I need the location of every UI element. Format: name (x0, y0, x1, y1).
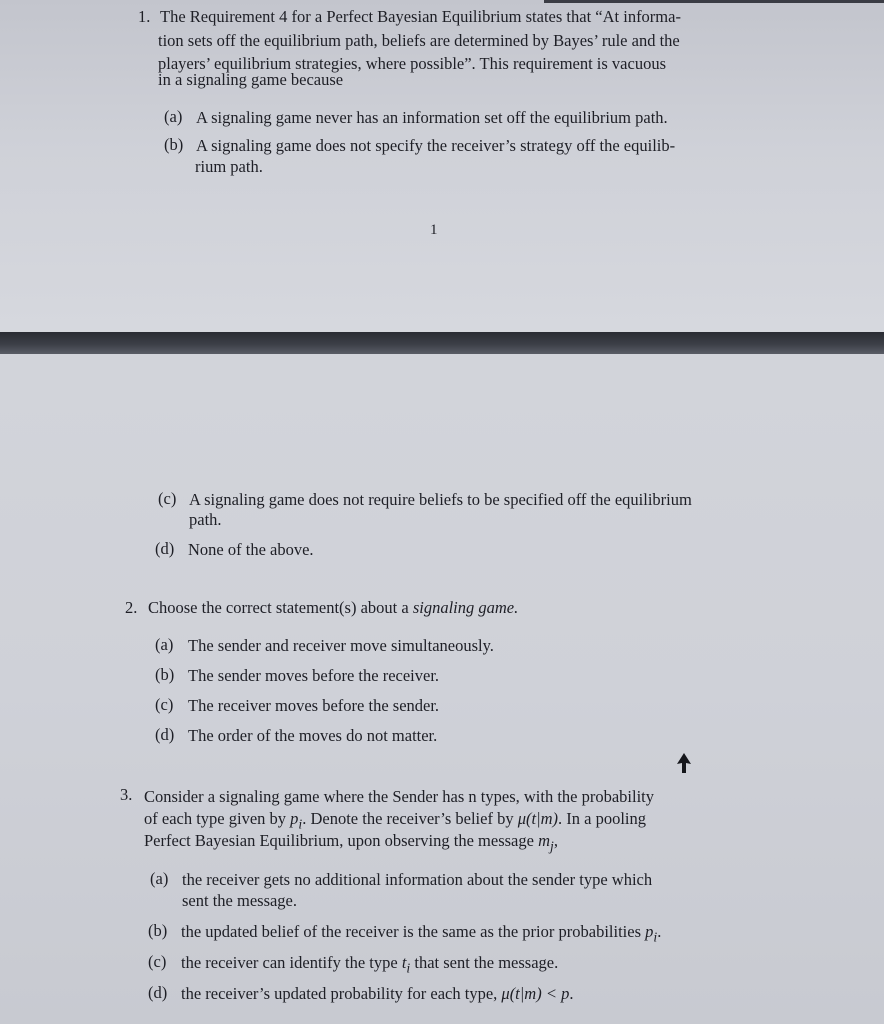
question-2-option-c-text: The receiver moves before the sender. (188, 696, 440, 715)
question-2-option-b-label: (b) (155, 665, 175, 684)
question-3-line-1: Consider a signaling game where the Sender has n types, with the probability (144, 787, 655, 806)
question-3-option-c-label: (c) (148, 952, 167, 971)
question-1-option-d-label: (d) (155, 539, 175, 558)
question-1-option-c-line-2: path. (189, 510, 222, 529)
question-2-option-a-label: (a) (155, 635, 174, 654)
question-3-option-b-end: . (657, 922, 662, 941)
question-3-line-2-suffix: . In a pooling (558, 809, 647, 828)
question-3-option-c-sub: i (406, 960, 411, 976)
question-3-option-d-end: . (569, 984, 574, 1003)
question-1-option-b-line-2: rium path. (195, 157, 263, 176)
question-3-option-d-prefix: the receiver’s updated probability for each type, (181, 984, 502, 1003)
page-number: 1 (430, 222, 438, 238)
question-1-option-a-label: (a) (164, 107, 183, 126)
question-3-line-2-prefix: of each type given by (144, 809, 291, 828)
question-2-option-d-text: The order of the moves do not matter. (188, 726, 438, 745)
question-1-option-d-text: None of the above. (188, 540, 314, 559)
question-3-line-3-prefix: Perfect Bayesian Equilibrium, upon observing the message (144, 831, 539, 850)
question-3-option-b-p: p (645, 922, 654, 941)
question-2-option-c-label: (c) (155, 695, 174, 714)
page-edge (544, 0, 884, 3)
question-3-option-d-label: (d) (148, 983, 168, 1002)
question-1-line-3: players’ equilibrium strategies, where possible”. This requirement is vacuous (158, 54, 667, 73)
question-3-option-d-text (181, 983, 573, 1005)
page-divider (0, 332, 884, 354)
question-1-option-b-line-1: A signaling game does not specify the receiver’s strategy off the equilib- (196, 136, 676, 155)
question-1-line-2: tion sets off the equilibrium path, beliefs are determined by Bayes’ rule and the (158, 31, 680, 50)
question-2-number: 2. (125, 598, 138, 617)
question-1-option-a-text: A signaling game never has an information set off the equilibrium path. (196, 108, 668, 127)
belief-expression: μ(t|m) (517, 809, 559, 828)
question-3-line-2-mid: . Denote the receiver’s belief by (302, 809, 518, 828)
question-3-option-b-main: the updated belief of the receiver is the same as the prior probabilities (181, 922, 646, 941)
question-3-option-c-prefix: the receiver can identify the type (181, 953, 402, 972)
question-3-line-3 (144, 830, 558, 857)
prior-p: p (290, 809, 299, 828)
question-3-option-b-text (181, 921, 661, 948)
question-2-option-b-text: The sender moves before the receiver. (188, 666, 440, 685)
question-2-option-a-text: The sender and receiver move simultaneously. (188, 636, 494, 655)
message-m: m (538, 831, 550, 850)
question-1-line-4: in a signaling game because (158, 70, 344, 89)
question-3-number: 3. (120, 785, 133, 804)
question-2-stem (148, 597, 518, 619)
mouse-cursor-icon (676, 752, 692, 774)
question-3-option-a-label: (a) (150, 869, 169, 888)
question-3-option-b-sub: i (653, 929, 658, 945)
question-3-option-c-text (181, 952, 558, 979)
question-1-number: 1. (138, 7, 151, 26)
question-2-stem-emphasis: signaling game. (412, 598, 519, 617)
question-1-line-1: The Requirement 4 for a Perfect Bayesian Equilibrium states that “At informa- (160, 7, 681, 26)
question-3-option-b-label: (b) (148, 921, 168, 940)
message-m-subscript: j (550, 838, 554, 854)
question-1-option-c-label: (c) (158, 489, 177, 508)
question-2-stem-text: Choose the correct statement(s) about a (148, 598, 413, 617)
question-1-option-c-line-1: A signaling game does not require beliefs to be specified off the equilibrium (189, 490, 692, 509)
question-3-option-c-t: t (401, 953, 407, 972)
question-3-line-3-suffix: , (553, 831, 558, 850)
question-2-option-d-label: (d) (155, 725, 175, 744)
question-3-option-a-line-2: sent the message. (182, 891, 298, 910)
prior-p-subscript: i (298, 816, 303, 832)
question-3-option-d-expr: μ(t|m) < p (501, 984, 570, 1003)
question-1-option-b-label: (b) (164, 135, 184, 154)
question-3-option-c-suffix: that sent the message. (410, 953, 559, 972)
question-3-option-a-line-1: the receiver gets no additional information about the sender type which (182, 870, 653, 889)
